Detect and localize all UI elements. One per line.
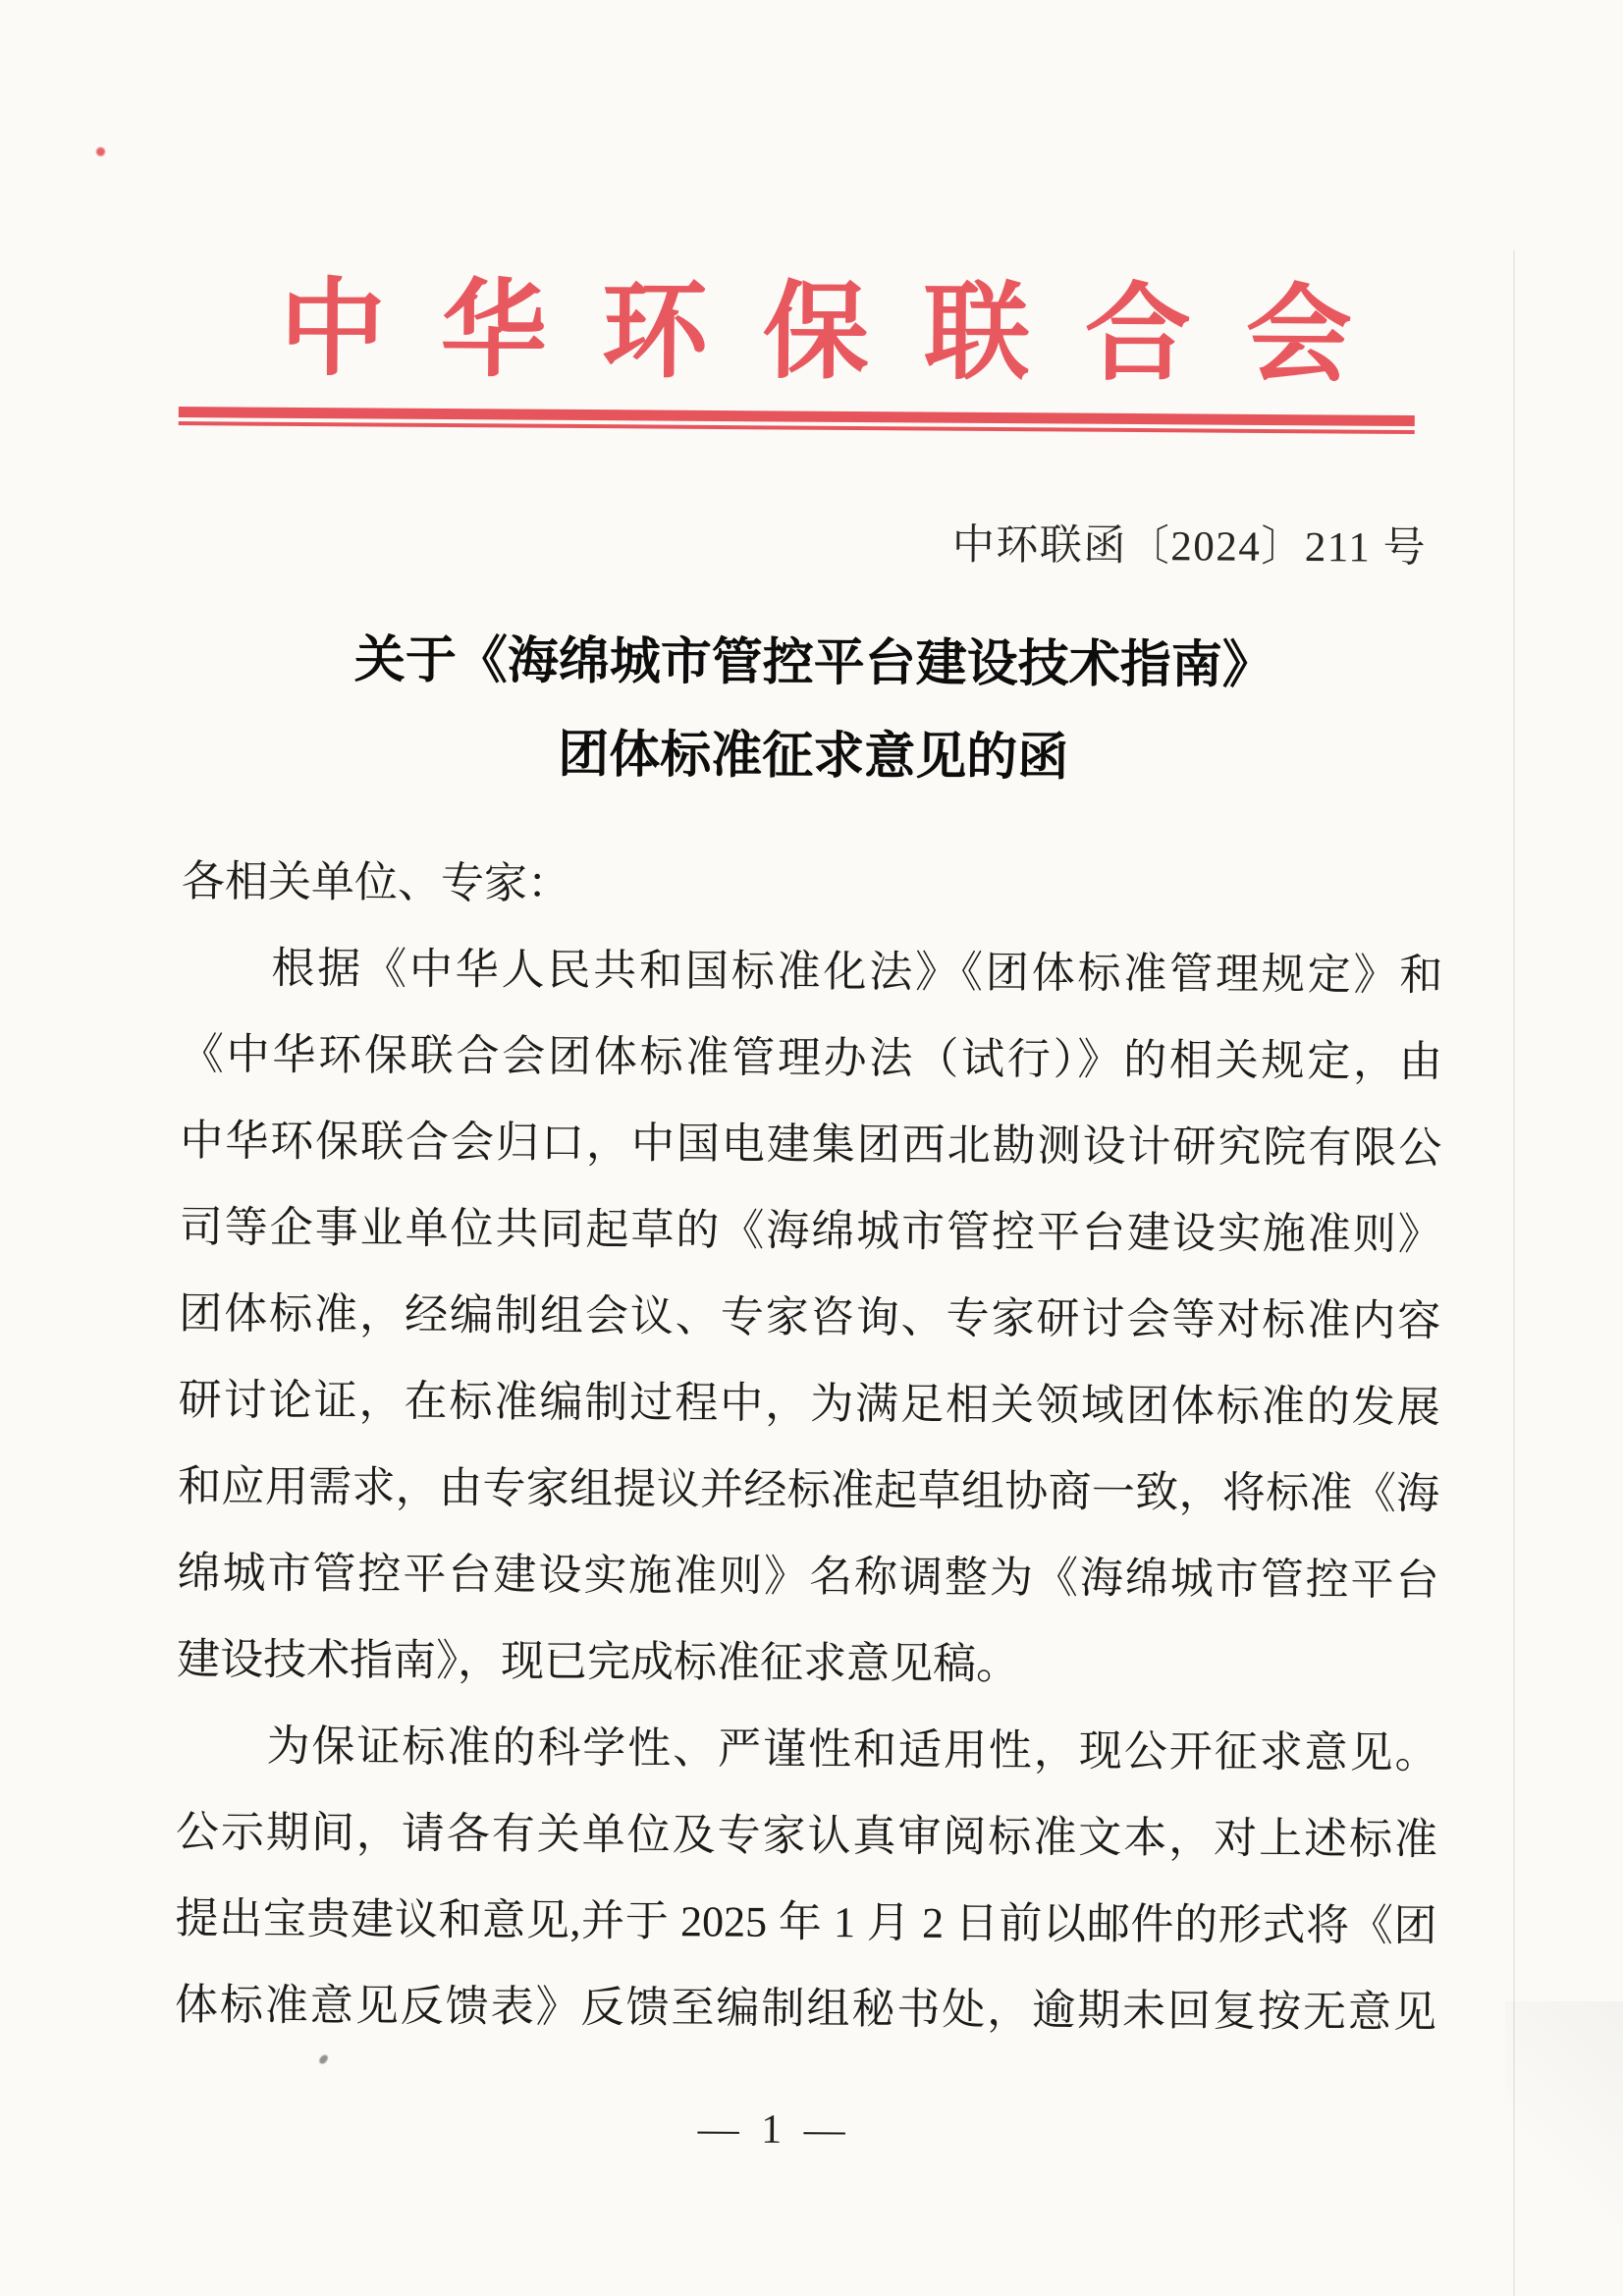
body-line: 提出宝贵建议和意见,并于 2025 年 1 月 2 日前以邮件的形式将《团 [175, 1894, 1437, 1950]
body-line: 《中华环保联合会团体标准管理办法（试行）》的相关规定，由 [180, 1030, 1442, 1086]
body-line: 中华环保联合会归口，中国电建集团西北勘测设计研究院有限公 [180, 1117, 1442, 1173]
document-title-line2: 团体标准征求意见的函 [558, 727, 1069, 787]
letterhead-org-name: 中华环保联合会 [279, 271, 1408, 396]
body-line: 团体标准，经编制组会议、专家咨询、专家研讨会等对标准内容 [179, 1289, 1441, 1345]
body-line: 公示期间，请各有关单位及专家认真审阅标准文本，对上述标准 [175, 1808, 1438, 1864]
letterhead-double-rule [179, 407, 1415, 434]
scan-artifact-red-dot [96, 147, 105, 156]
body-line: 建设技术指南》，现已完成标准征求意见稿。 [176, 1635, 1020, 1689]
document-number: 中环联函〔2024〕211 号 [951, 521, 1428, 572]
page-number: — 1 — [697, 2106, 851, 2154]
scan-artifact-edge-shade [1505, 2001, 1623, 2296]
body-line: 研讨论证，在标准编制过程中，为满足相关领域团体标准的发展 [178, 1376, 1440, 1432]
body-line: 绵城市管控平台建设实施准则》名称调整为《海绵城市管控平台 [177, 1549, 1439, 1605]
body-line: 为保证标准的科学性、严谨性和适用性，现公开征求意见。 [266, 1722, 1438, 1777]
document-title-line1: 关于《海绵城市管控平台建设技术指南》 [353, 632, 1273, 694]
body-line: 各相关单位、专家： [181, 857, 571, 908]
body-line: 和应用需求，由专家组提议并经标准起草组协商一致，将标准《海 [178, 1462, 1440, 1518]
body-line: 司等企事业单位共同起草的《海绵城市管控平台建设实施准则》 [179, 1203, 1441, 1259]
body-line: 体标准意见反馈表》反馈至编制组秘书处，逾期未回复按无意见 [174, 1981, 1437, 2037]
body-line: 根据《中华人民共和国标准化法》《团体标准管理规定》和 [271, 944, 1443, 1000]
scan-artifact-streak [1513, 250, 1515, 2296]
document-title [1, 612, 1623, 808]
body-text [175, 839, 1444, 2056]
